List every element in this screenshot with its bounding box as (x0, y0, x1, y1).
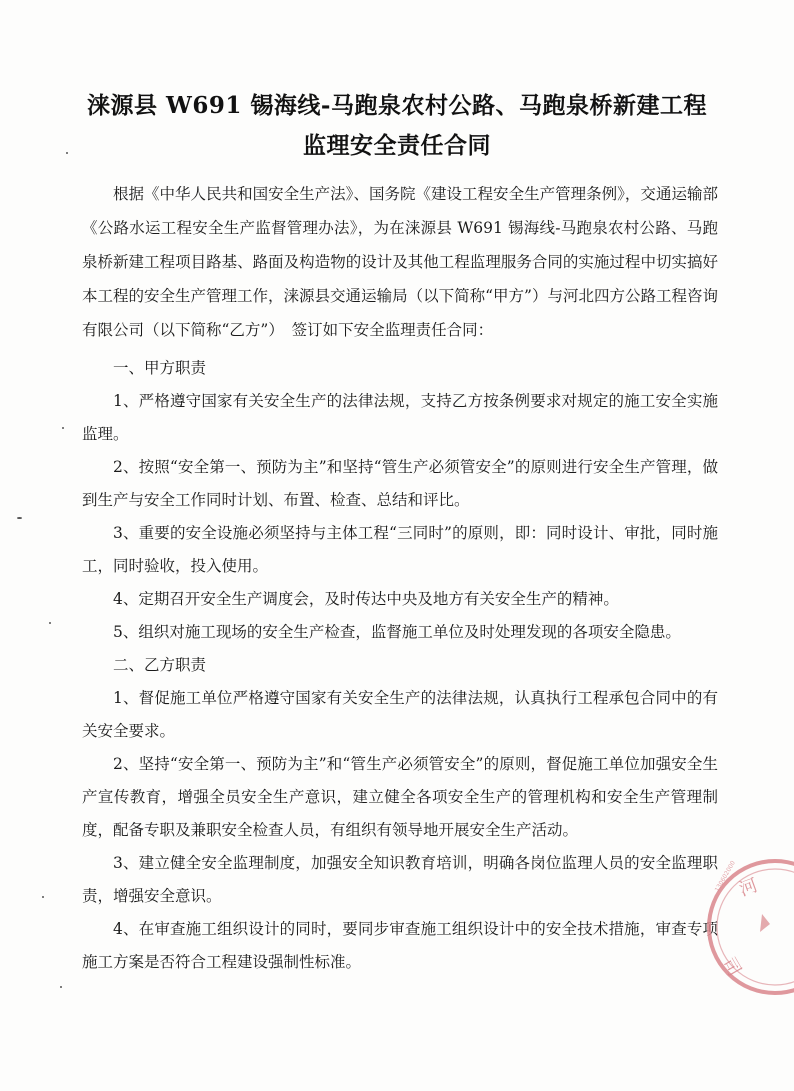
party-b-item-2: 2、坚持“安全第一、预防为主”和“管生产必须管安全”的原则，督促施工单位加强安全生产宣传教育，增强全员安全生产意识，建立健全各项安全生产的管理机构和安全生产管理制度，配备专职及兼职安全检查人员，有组织有领导地开展安全生产活动。 (82, 755, 718, 839)
document-title-line1: 涞源县 W691 锡海线-马跑泉农村公路、马跑泉桥新建工程 (87, 92, 707, 119)
scan-speck (66, 152, 68, 154)
company-seal-stamp (700, 852, 794, 1002)
intro-paragraph: 根据《中华人民共和国安全生产法》、国务院《建设工程安全生产管理条例》，交通运输部《公路水运工程安全生产监督管理办法》，为在涞源县 W691 锡海线-马跑泉农村公路、马跑泉桥新建工程项目路基、路面及构造物的设计及其他工程监理服务合同的实施过程中切实搞好本工程的安全生产管理工作，涞源县交通运输局（以下简称“甲方”）与河北四方公路工程咨询有限公司（以下简称“乙方”） 签订如下安全监理责任合同： (82, 185, 718, 339)
svg-text:河: 河 (736, 874, 761, 901)
party-b-item-3: 3、建立健全安全监理制度，加强安全知识教育培训，明确各岗位监理人员的安全监理职责，增强安全意识。 (82, 854, 718, 905)
scan-speck (60, 986, 62, 988)
party-b-item-1: 1、督促施工单位严格遵守国家有关安全生产的法律法规，认真执行工程承包合同中的有关安全要求。 (82, 689, 718, 740)
scan-speck (62, 427, 64, 429)
document-title-line2: 监理安全责任合同 (303, 132, 491, 159)
party-a-item-1: 1、严格遵守国家有关安全生产的法律法规，支持乙方按条例要求对规定的施工安全实施监理。 (82, 392, 718, 443)
party-a-item-5: 5、组织对施工现场的安全生产检查，监督施工单位及时处理发现的各项安全隐患。 (113, 623, 681, 641)
section-heading-party-b: 二、乙方职责 (113, 656, 207, 674)
document-body (82, 177, 718, 979)
svg-text:130602000: 130602000 (713, 859, 737, 893)
svg-text:司: 司 (717, 954, 745, 981)
party-a-item-4: 4、定期召开安全生产调度会，及时传达中央及地方有关安全生产的精神。 (113, 590, 619, 608)
party-a-item-3: 3、重要的安全设施必须坚持与主体工程“三同时”的原则，即：同时设计、审批，同时施工，同时验收，投入使用。 (82, 524, 718, 575)
party-a-item-2: 2、按照“安全第一、预防为主”和坚持“管生产必须管安全”的原则进行安全生产管理，做到生产与安全工作同时计划、布置、检查、总结和评比。 (82, 458, 718, 509)
section-heading-party-a: 一、甲方职责 (113, 359, 207, 377)
scan-speck (42, 896, 44, 898)
scan-speck (49, 622, 51, 624)
scan-speck (17, 517, 22, 519)
party-b-item-4: 4、在审查施工组织设计的同时，要同步审查施工组织设计中的安全技术措施，审查专项施工方案是否符合工程建设强制性标准。 (82, 920, 718, 971)
